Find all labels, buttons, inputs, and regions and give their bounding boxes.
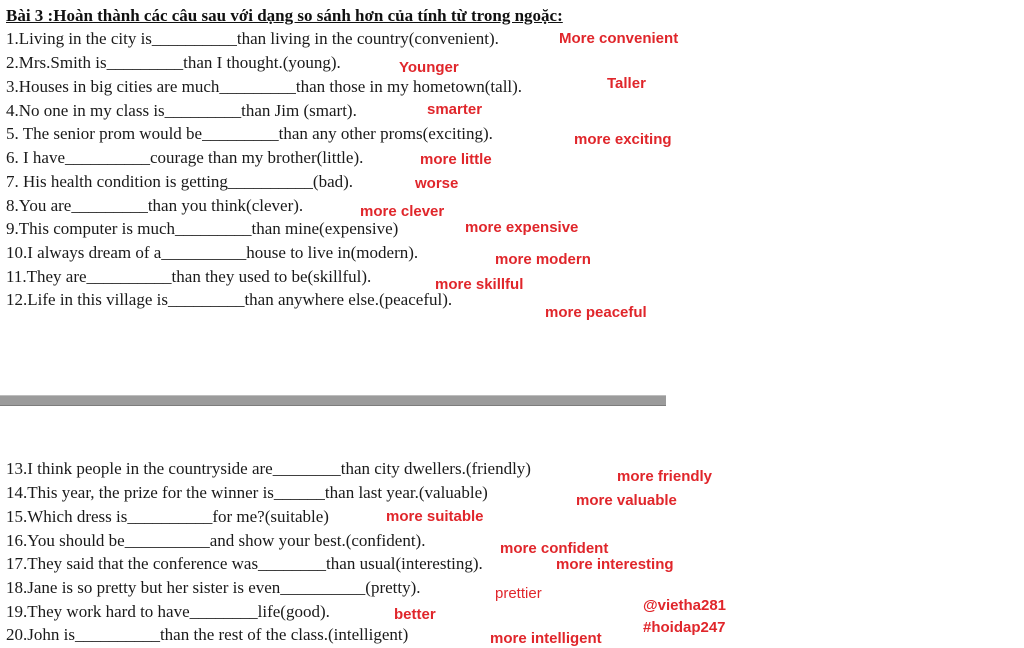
answer-19: better [394,606,436,623]
question-9: 9.This computer is much_________than mine(expensive) [6,219,399,238]
signature-user: @vietha281 [643,597,727,614]
question-5: 5. The senior prom would be_________than any other proms(exciting). [6,124,493,143]
question-6: 6. I have__________courage than my brother(little). [6,148,364,167]
answer-6: more little [420,151,492,168]
answer-17: more interesting [556,556,674,573]
answer-15: more suitable [386,508,484,525]
exercise-title: Bài 3 :Hoàn thành các câu sau với dạng so sánh hơn của tính từ trong ngoặc: [6,6,563,25]
answer-7: worse [415,175,459,192]
answer-13: more friendly [617,468,713,485]
answer-18: prettier [495,585,542,602]
question-3: 3.Houses in big cities are much_________than those in my hometown(tall). [6,77,523,96]
signature-tag: #hoidap247 [643,619,726,636]
question-11: 11.They are__________than they used to be(skillful). [6,267,372,286]
question-20: 20.John is__________than the rest of the class.(intelligent) [6,625,409,644]
question-14: 14.This year, the prize for the winner is______than last year.(valuable) [6,483,488,502]
answer-1: More convenient [559,30,679,47]
question-2: 2.Mrs.Smith is_________than I thought.(young). [6,53,341,72]
question-15: 15.Which dress is__________for me?(suitable) [6,507,329,526]
answer-20: more intelligent [490,630,602,647]
question-18: 18.Jane is so pretty but her sister is even__________(pretty). [6,578,421,597]
answer-9: more expensive [465,219,579,236]
answer-12: more peaceful [545,304,647,321]
answer-10: more modern [495,251,591,268]
question-8: 8.You are_________than you think(clever). [6,196,304,215]
answer-8: more clever [360,203,445,220]
question-7: 7. His health condition is getting__________(bad). [6,172,354,191]
question-4: 4.No one in my class is_________than Jim (smart). [6,101,357,120]
question-10: 10.I always dream of a__________house to live in(modern). [6,243,419,262]
answer-2: Younger [399,59,459,76]
answer-14: more valuable [576,492,677,509]
section-divider [0,395,666,406]
question-17: 17.They said that the conference was________than usual(interesting). [6,554,483,573]
question-19: 19.They work hard to have________life(good). [6,602,330,621]
answer-16: more confident [500,540,609,557]
question-16: 16.You should be__________and show your best.(confident). [6,531,426,550]
question-13: 13.I think people in the countryside are________than city dwellers.(friendly) [6,459,531,478]
question-12: 12.Life in this village is_________than anywhere else.(peaceful). [6,290,453,309]
answer-3: Taller [607,75,646,92]
answer-11: more skillful [435,276,524,293]
answer-5: more exciting [574,131,672,148]
question-1: 1.Living in the city is__________than living in the country(convenient). [6,29,499,48]
answer-4: smarter [427,101,483,118]
